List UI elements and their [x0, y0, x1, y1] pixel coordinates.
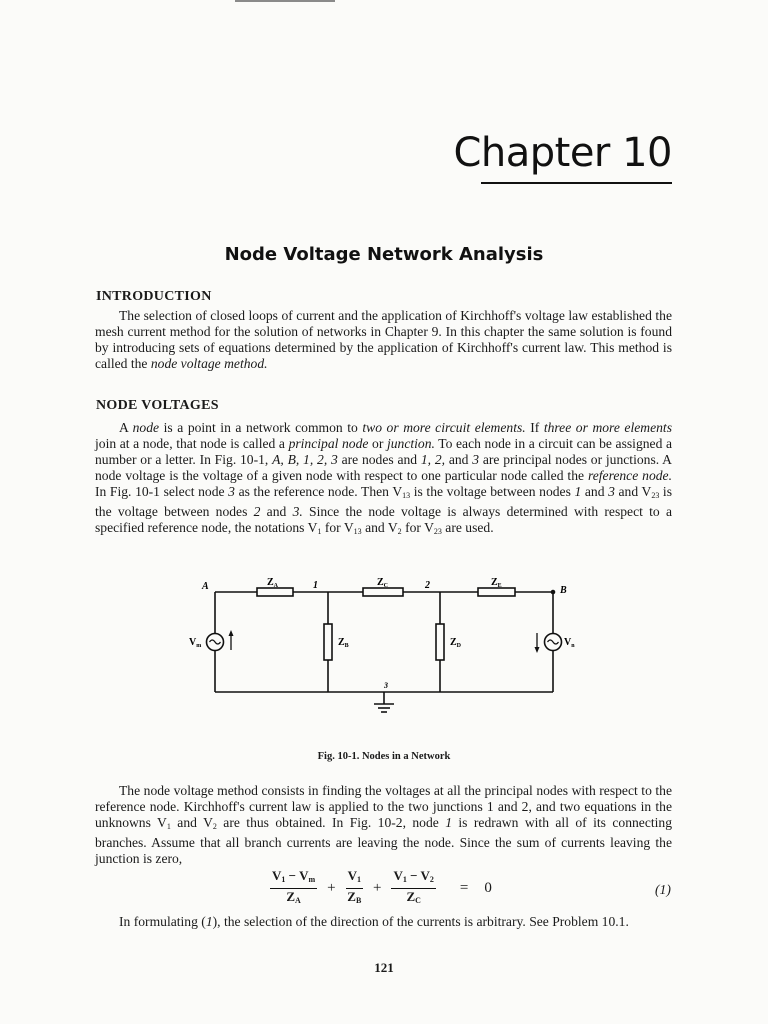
equation-rhs: 0 — [484, 879, 492, 896]
node-label-2: 2 — [425, 580, 430, 591]
top-edge-rule — [235, 0, 335, 2]
section-title: Node Voltage Network Analysis — [224, 244, 544, 265]
label-vm: $V_m$ — [189, 637, 202, 649]
chapter-title: Chapter 10 — [453, 130, 672, 176]
equals-sign: = — [459, 879, 469, 896]
resistor-ze — [478, 588, 515, 596]
node-dot-b — [551, 590, 556, 595]
node-label-b: B — [560, 585, 567, 596]
node-voltages-heading: NODE VOLTAGES — [96, 398, 219, 413]
circuit-diagram — [189, 572, 575, 722]
label-zb: $Z_B$ — [338, 637, 349, 649]
resistor-zc — [363, 588, 403, 596]
resistor-zb — [324, 624, 332, 660]
label-ze: $Z_E$ — [491, 577, 502, 589]
figure-caption: Fig. 10-1. Nodes in a Network — [317, 751, 451, 762]
closing-paragraph: In formulating (1), the selection of the direction of the currents is arbitrary. See Problem 10.1. — [119, 914, 629, 929]
plus-sign: + — [372, 879, 382, 896]
label-vn: $V_n$ — [564, 637, 575, 649]
node-label-1: 1 — [313, 580, 318, 591]
node-label-a: A — [202, 581, 209, 592]
circuit-figure — [189, 572, 575, 722]
equation-number: (1) — [655, 882, 671, 897]
page-number: 121 — [374, 960, 394, 975]
node-label-3: 3 — [384, 681, 388, 690]
resistor-zd — [436, 624, 444, 660]
fraction-3: $\frac{V_1 - V_2}{Z_C}$ — [393, 867, 434, 905]
label-za: $Z_A$ — [267, 577, 279, 589]
arrowhead-down-icon — [535, 647, 540, 653]
ground-symbol — [374, 704, 394, 712]
introduction-heading: INTRODUCTION — [96, 289, 212, 304]
arrowhead-up-icon — [229, 630, 234, 636]
equation-1 — [270, 867, 492, 905]
plus-sign: + — [327, 879, 336, 896]
chapter-title-underline — [481, 182, 672, 184]
node-voltages-paragraph: A node is a point in a network common to two or more circuit elements. If three or more elements join at a node, that node is called a principal node or junction. To each node in a circuit can be assigned a number or a letter. In Fig. 10-1, A, B, 1, 2, 3 are nodes and 1, 2, and 3 are principal nodes or junctions. A node voltage is the voltage of a given node with respect to one particular node called the reference node. In Fig. 10-1 select node 3 as the reference node. Then $V_{13}$ is the voltage between nodes 1 and 3 and $V_{23}$ is the voltage between nodes 2 and 3. Since the node voltage is always determined with respect to a specified reference node, the notations $V_1$ for $V_{13}$ and $V_2$ for $V_{23}$ are used. — [95, 420, 673, 536]
label-zc: $Z_C$ — [377, 577, 389, 589]
fraction-1: $\frac{V_1 - V_m}{Z_A}$ — [272, 867, 316, 905]
method-paragraph: The node voltage method consists in finding the voltages at all the principal nodes with respect to the reference node. Kirchhoff's current law is applied to the two junctions 1 and 2, and two equations in the unknowns $V_1$ and $V_2$ are thus obtained. In Fig. 10-2, node 1 is redrawn with all of its connecting branches. Assume that all branch currents are leaving the node. Since the sum of currents leaving the junction is zero, — [95, 783, 673, 866]
fraction-2: $\frac{V_1}{Z_B}$ — [347, 867, 362, 905]
resistor-za — [257, 588, 293, 596]
label-zd: $Z_D$ — [450, 637, 462, 649]
introduction-paragraph: The selection of closed loops of current and the application of Kirchhoff's voltage law established the mesh current method for the solution of networks in Chapter 9. In this chapter the same solution is found by introducing sets of equations determined by the application of Kirchhoff's current law. This method is called the node voltage method. — [95, 308, 672, 371]
